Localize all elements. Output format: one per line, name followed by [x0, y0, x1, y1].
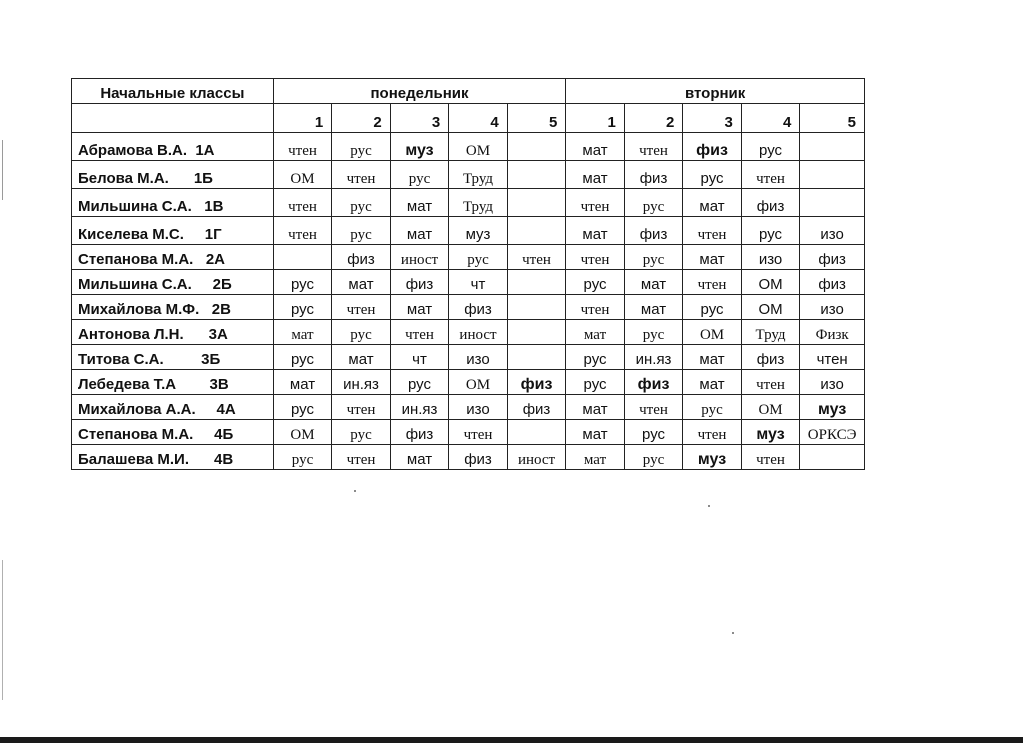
lesson-cell [800, 217, 865, 245]
schedule-table [71, 78, 865, 470]
lesson-cell [273, 133, 332, 161]
lesson-cell [273, 189, 332, 217]
teacher-class-cell: Антонова Л.Н. 3А [72, 320, 274, 345]
subject-label: рус [583, 351, 607, 368]
subject-label: чтен [346, 402, 376, 418]
subject-label: мат [583, 327, 607, 343]
lesson-cell [741, 161, 800, 189]
teacher-class-cell: Лебедева Т.А 3В [72, 370, 274, 395]
subject-label: рус [467, 252, 489, 268]
lesson-cell [507, 161, 566, 189]
lesson-cell [273, 420, 332, 445]
subject-label: ОМ [290, 171, 315, 187]
table-row [72, 133, 865, 161]
lesson-cell [566, 295, 625, 320]
lesson-cell [566, 270, 625, 295]
subject-label: физ [639, 170, 668, 187]
subject-label: рус [407, 376, 431, 393]
lesson-cell [624, 133, 683, 161]
subject-label: мат [406, 301, 433, 318]
table-row [72, 217, 865, 245]
lesson-cell [449, 395, 508, 420]
lesson-cell [273, 395, 332, 420]
lesson-cell [507, 320, 566, 345]
subject-label: рус [642, 452, 665, 468]
lesson-cell [390, 245, 449, 270]
lesson-cell [273, 217, 332, 245]
subject-label: рус [350, 227, 372, 243]
lesson-cell [800, 420, 865, 445]
lesson-cell [741, 245, 800, 270]
lesson-cell [741, 217, 800, 245]
subject-label: мат [582, 142, 608, 159]
teacher-class-cell: Титова С.А. 3Б [72, 345, 274, 370]
teacher-class-cell: Белова М.А. 1Б [72, 161, 274, 189]
lesson-number: 4 [741, 104, 800, 133]
lesson-cell [800, 189, 865, 217]
lesson-cell [332, 445, 391, 470]
lesson-cell [507, 295, 566, 320]
subject-label: муз [697, 451, 727, 468]
lesson-cell [449, 217, 508, 245]
lesson-cell [624, 370, 683, 395]
lesson-cell [800, 370, 865, 395]
lesson-cell [449, 245, 508, 270]
lesson-cell [683, 420, 742, 445]
teacher-class-cell: Абрамова В.А. 1А [72, 133, 274, 161]
lesson-cell [273, 445, 332, 470]
lesson-cell [332, 345, 391, 370]
subject-label: изо [820, 301, 844, 318]
lesson-cell [800, 395, 865, 420]
subject-label: физ [405, 276, 434, 293]
subject-label: ОМ [465, 143, 491, 159]
lesson-number: 3 [390, 104, 449, 133]
lesson-cell [566, 133, 625, 161]
subject-label: ОМ [465, 377, 491, 393]
lesson-number: 2 [624, 104, 683, 133]
subject-label: чтен [639, 143, 668, 159]
lesson-cell [624, 161, 683, 189]
teacher-class-cell: Михайлова М.Ф. 2В [72, 295, 274, 320]
scan-edge-mark [2, 560, 3, 700]
lesson-cell [390, 420, 449, 445]
lesson-cell [273, 370, 332, 395]
subject-label: рус [759, 142, 783, 159]
subject-label: муз [465, 226, 491, 243]
lesson-cell [332, 395, 391, 420]
table-row [72, 420, 865, 445]
subject-label: рус [350, 327, 372, 343]
subject-label: чтен [463, 427, 493, 443]
table-row [72, 295, 865, 320]
subject-label: рус [290, 301, 314, 318]
subject-label: чтен [697, 227, 727, 243]
subject-label: чтен [288, 199, 317, 215]
lesson-number: 1 [566, 104, 625, 133]
subject-label: мат [348, 276, 374, 293]
subject-label: чтен [756, 452, 785, 468]
subject-label: мат [582, 401, 608, 418]
subject-label: чт [412, 351, 427, 368]
lesson-cell [800, 345, 865, 370]
subject-label: Физк [815, 327, 849, 343]
lesson-cell [800, 320, 865, 345]
lesson-cell [741, 189, 800, 217]
subject-label: Труд [462, 171, 494, 187]
subject-label: чтен [756, 171, 785, 187]
lesson-cell [683, 217, 742, 245]
table-row [72, 370, 865, 395]
subject-label: ин.яз [343, 376, 379, 393]
lesson-cell [741, 320, 800, 345]
subject-label: физ [347, 251, 375, 268]
lesson-cell [507, 133, 566, 161]
lesson-cell [332, 161, 391, 189]
lesson-cell [566, 189, 625, 217]
subject-label: ин.яз [635, 351, 672, 368]
lesson-cell [800, 161, 865, 189]
subject-label: физ [756, 351, 785, 368]
subject-label: физ [637, 376, 670, 393]
subject-label: физ [522, 401, 551, 418]
scan-speck [732, 632, 734, 634]
day-header-tuesday: вторник [566, 79, 865, 104]
subject-label: мат [291, 327, 314, 343]
subject-label: изо [466, 351, 490, 368]
table-row [72, 320, 865, 345]
subject-label: чтен [816, 351, 848, 368]
subject-label: изо [758, 251, 783, 268]
lesson-cell [624, 395, 683, 420]
subject-label: чтен [580, 252, 610, 268]
lesson-cell [273, 270, 332, 295]
subject-label: изо [820, 376, 844, 393]
lesson-cell [683, 445, 742, 470]
subject-label: мат [640, 301, 667, 318]
subject-label: Труд [462, 199, 494, 215]
day-header-monday: понедельник [273, 79, 566, 104]
lesson-cell [566, 445, 625, 470]
subject-label: иност [400, 252, 439, 268]
subject-label: физ [818, 251, 846, 268]
subject-label: мат [406, 451, 433, 468]
lesson-cell [566, 217, 625, 245]
lesson-cell [507, 270, 566, 295]
subject-label: мат [640, 276, 667, 293]
lesson-cell [566, 320, 625, 345]
corner-header: Начальные классы [72, 79, 274, 104]
lesson-cell [683, 320, 742, 345]
lesson-cell [800, 133, 865, 161]
lesson-cell [624, 270, 683, 295]
scan-bottom-edge [0, 737, 1023, 743]
lesson-cell [449, 345, 508, 370]
subject-label: рус [642, 252, 665, 268]
lesson-cell [566, 345, 625, 370]
subject-label: мат [582, 170, 608, 187]
teacher-class-cell: Степанова М.А. 4Б [72, 420, 274, 445]
lesson-cell [390, 445, 449, 470]
subject-label: физ [405, 426, 434, 443]
lesson-cell [683, 295, 742, 320]
lesson-number: 4 [449, 104, 508, 133]
table-row [72, 245, 865, 270]
subject-label: ОМ [758, 301, 783, 318]
teacher-class-cell: Степанова М.А. 2А [72, 245, 274, 270]
lesson-cell [332, 217, 391, 245]
lesson-cell [741, 345, 800, 370]
lesson-cell [741, 395, 800, 420]
lesson-cell [741, 445, 800, 470]
table-row [72, 445, 865, 470]
lesson-cell [332, 133, 391, 161]
subject-label: рус [583, 276, 607, 293]
lesson-cell [741, 370, 800, 395]
header-row-lessons [72, 104, 865, 133]
lesson-cell [683, 395, 742, 420]
subject-label: мат [406, 226, 433, 243]
lesson-cell [507, 420, 566, 445]
table-row [72, 270, 865, 295]
subject-label: физ [520, 376, 553, 393]
lesson-cell [624, 295, 683, 320]
lesson-cell [449, 445, 508, 470]
lesson-cell [683, 245, 742, 270]
scan-speck [354, 490, 356, 492]
subject-label: ОМ [699, 327, 725, 343]
lesson-cell [741, 133, 800, 161]
teacher-class-cell: Мильшина С.А. 2Б [72, 270, 274, 295]
subject-label: рус [350, 427, 372, 443]
subject-label: рус [408, 171, 431, 187]
lesson-cell [741, 420, 800, 445]
subject-label: иност [517, 452, 556, 468]
teacher-class-cell: Михайлова А.А. 4А [72, 395, 274, 420]
subject-label: рус [583, 376, 607, 393]
subject-label: чтен [580, 302, 610, 318]
lesson-cell [390, 189, 449, 217]
subject-label: чтен [580, 199, 610, 215]
lesson-cell [800, 245, 865, 270]
lesson-cell [507, 395, 566, 420]
subject-label: мат [582, 226, 608, 243]
lesson-cell [683, 133, 742, 161]
lesson-cell [507, 345, 566, 370]
lesson-cell [800, 270, 865, 295]
subject-label: муз [756, 426, 785, 443]
subject-label: рус [350, 199, 372, 215]
subject-label: чтен [288, 143, 317, 159]
subject-label: физ [639, 226, 668, 243]
lesson-cell [624, 420, 683, 445]
subject-label: чтен [522, 252, 551, 268]
teacher-class-cell: Киселева М.С. 1Г [72, 217, 274, 245]
subject-label: рус [700, 170, 724, 187]
subject-label: чт [470, 276, 486, 293]
lesson-cell [390, 370, 449, 395]
lesson-cell [683, 345, 742, 370]
subject-label: изо [820, 226, 844, 243]
lesson-cell [332, 370, 391, 395]
subject-label: рус [290, 401, 314, 418]
subject-label: чтен [346, 452, 376, 468]
lesson-cell [390, 217, 449, 245]
lesson-cell [390, 395, 449, 420]
lesson-cell [332, 320, 391, 345]
lesson-number: 1 [273, 104, 332, 133]
lesson-cell [273, 245, 332, 270]
lesson-cell [332, 420, 391, 445]
subject-label: чтен [756, 377, 785, 393]
lesson-cell [449, 270, 508, 295]
lesson-cell [566, 370, 625, 395]
header-row-days [72, 79, 865, 104]
subject-label: рус [701, 402, 723, 418]
lesson-cell [273, 161, 332, 189]
subject-label: мат [583, 452, 607, 468]
lesson-cell [683, 370, 742, 395]
lesson-cell [449, 320, 508, 345]
lesson-cell [624, 189, 683, 217]
subject-label: чтен [346, 302, 376, 318]
lesson-number: 5 [800, 104, 865, 133]
lesson-number: 3 [683, 104, 742, 133]
lesson-number: 5 [507, 104, 566, 133]
subject-label: рус [291, 452, 314, 468]
lesson-cell [566, 420, 625, 445]
subject-label: физ [464, 301, 492, 318]
lesson-cell [332, 189, 391, 217]
lesson-cell [624, 445, 683, 470]
lesson-cell [800, 295, 865, 320]
lesson-cell [507, 189, 566, 217]
subject-label: мат [289, 376, 316, 393]
subject-label: чтен [639, 402, 668, 418]
subject-label: чтен [346, 171, 376, 187]
subject-label: мат [699, 251, 725, 268]
subject-label: рус [759, 226, 783, 243]
lesson-cell [390, 320, 449, 345]
lesson-cell [566, 395, 625, 420]
subject-label: чтен [405, 327, 434, 343]
lesson-cell [624, 345, 683, 370]
subject-label: мат [406, 198, 433, 215]
lesson-cell [683, 189, 742, 217]
lesson-cell [390, 295, 449, 320]
empty-header-cell [72, 104, 274, 133]
lesson-cell [507, 445, 566, 470]
subject-label: ОМ [290, 427, 315, 443]
teacher-class-cell: Балашева М.И. 4В [72, 445, 274, 470]
subject-label: муз [818, 401, 847, 418]
subject-label: физ [756, 198, 785, 215]
lesson-cell [800, 445, 865, 470]
lesson-cell [624, 245, 683, 270]
lesson-cell [566, 245, 625, 270]
table-row [72, 345, 865, 370]
lesson-cell [449, 161, 508, 189]
lesson-cell [741, 270, 800, 295]
subject-label: рус [290, 276, 314, 293]
lesson-cell [390, 270, 449, 295]
subject-label: мат [582, 426, 608, 443]
lesson-cell [683, 161, 742, 189]
subject-label: ин.яз [401, 401, 438, 418]
lesson-cell [332, 295, 391, 320]
lesson-cell [449, 133, 508, 161]
lesson-cell [273, 320, 332, 345]
subject-label: рус [642, 327, 665, 343]
lesson-cell [507, 370, 566, 395]
table-row [72, 161, 865, 189]
lesson-cell [332, 245, 391, 270]
subject-label: изо [466, 401, 490, 418]
lesson-cell [332, 270, 391, 295]
lesson-cell [624, 217, 683, 245]
lesson-cell [390, 161, 449, 189]
subject-label: мат [348, 351, 374, 368]
lesson-cell [273, 345, 332, 370]
subject-label: физ [818, 276, 846, 293]
subject-label: иност [459, 327, 497, 343]
teacher-class-cell: Мильшина С.А. 1В [72, 189, 274, 217]
lesson-cell [507, 217, 566, 245]
lesson-cell [449, 295, 508, 320]
lesson-cell [449, 370, 508, 395]
lesson-cell [390, 345, 449, 370]
subject-label: Труд [755, 327, 786, 343]
lesson-cell [683, 270, 742, 295]
subject-label: рус [642, 426, 666, 443]
subject-label: физ [464, 451, 492, 468]
lesson-cell [449, 189, 508, 217]
subject-label: чтен [697, 427, 727, 443]
subject-label: мат [699, 376, 725, 393]
lesson-cell [449, 420, 508, 445]
subject-label: физ [696, 142, 728, 159]
lesson-cell [566, 161, 625, 189]
lesson-cell [507, 245, 566, 270]
subject-label: рус [700, 301, 724, 318]
subject-label: рус [642, 199, 665, 215]
subject-label: ОМ [758, 276, 783, 293]
subject-label: мат [699, 351, 725, 368]
subject-label: ОМ [758, 402, 783, 418]
table-row [72, 395, 865, 420]
subject-label: рус [290, 351, 314, 368]
table-row [72, 189, 865, 217]
subject-label: рус [350, 143, 372, 159]
subject-label: ОРКСЭ [807, 427, 857, 443]
lesson-number: 2 [332, 104, 391, 133]
subject-label: муз [405, 142, 434, 159]
subject-label: мат [699, 198, 725, 215]
subject-label: чтен [288, 227, 317, 243]
scan-speck [708, 505, 710, 507]
lesson-cell [273, 295, 332, 320]
lesson-cell [624, 320, 683, 345]
scan-edge-mark [2, 140, 3, 200]
lesson-cell [390, 133, 449, 161]
lesson-cell [741, 295, 800, 320]
subject-label: чтен [697, 277, 727, 293]
